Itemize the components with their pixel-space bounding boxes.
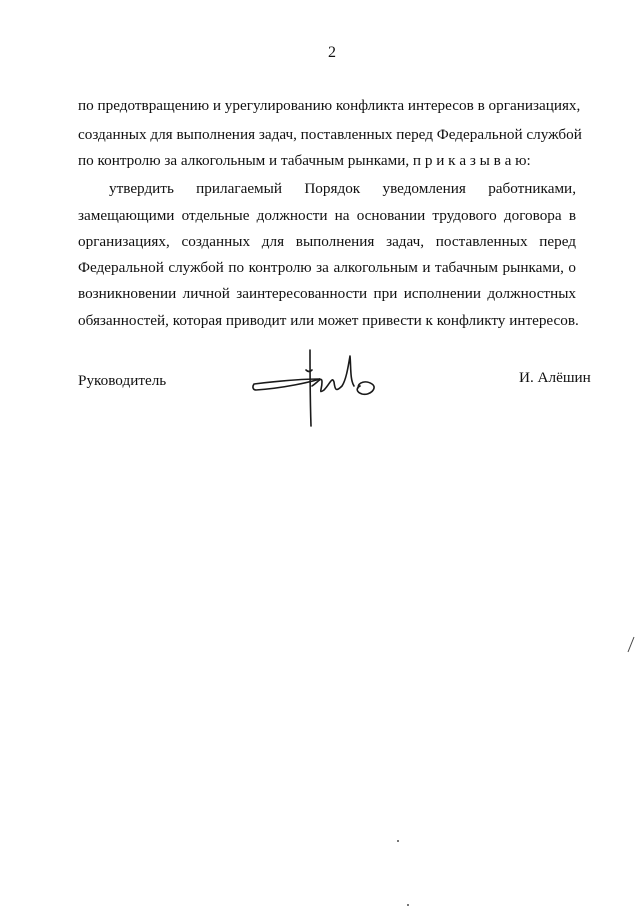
handwritten-signature (250, 346, 410, 430)
text-line: возникновении личной заинтересованности при исполнении должностных (78, 285, 576, 302)
page-number: 2 (328, 44, 336, 61)
scan-speck (407, 904, 409, 906)
text-line: обязанностей, которая приводит или может привести к конфликту интересов. (78, 312, 579, 329)
scan-speck (397, 840, 399, 842)
text-line: организациях, созданных для выполнения задач, поставленных перед (78, 233, 576, 250)
text-line: созданных для выполнения задач, поставленных перед Федеральной службой (78, 126, 582, 143)
signatory-name: И. Алёшин (519, 369, 591, 386)
signatory-title: Руководитель (78, 372, 167, 389)
text-line: Федеральной службой по контролю за алкогольным и табачным рынками, о (78, 259, 576, 276)
text-line: замещающими отдельные должности на основании трудового договора в (78, 207, 576, 224)
text-line: по предотвращению и урегулированию конфликта интересов в организациях, (78, 97, 581, 114)
text-line: утвердить прилагаемый Порядок уведомления работниками, (109, 180, 576, 197)
text-line: по контролю за алкогольным и табачным рынками, п р и к а з ы в а ю: (78, 152, 531, 169)
scan-mark (626, 636, 636, 654)
